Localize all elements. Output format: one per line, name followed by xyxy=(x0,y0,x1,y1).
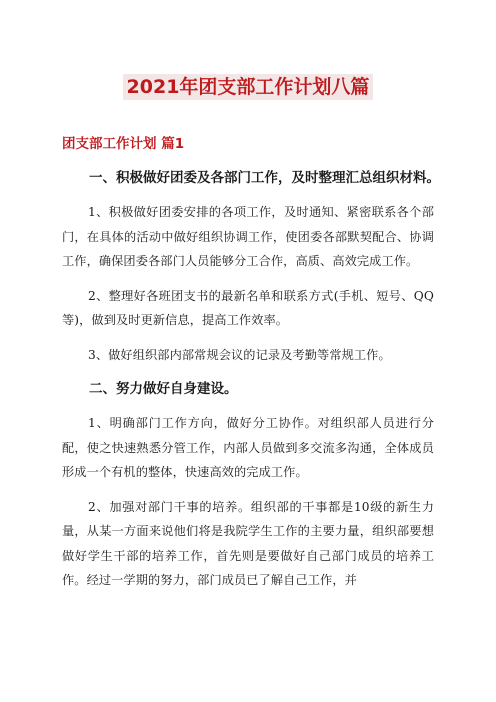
paragraph-1-2: 2、整理好各班团支书的最新名单和联系方式(手机、短号、QQ等)，做到及时更新信息，提高工作效率。 xyxy=(62,288,434,327)
paragraph-1-3: 3、做好组织部内部常规会议的记录及考勤等常规工作。 xyxy=(88,347,391,362)
section-title: 团支部工作计划 篇1 xyxy=(62,136,185,152)
document-title xyxy=(0,74,496,100)
heading-2: 二、努力做好自身建设。 xyxy=(89,381,238,397)
document-body xyxy=(62,166,440,603)
document-title-text: 2021年团支部工作计划八篇 xyxy=(123,74,374,100)
paragraph-2-2: 2、加强对部门干事的培养。组织部的干事都是10级的新生力量，从某一方面来说他们将是我院学生工作的主要力量，组织部要想做好学生干部的培养工作，首先则是要做好自己部门成员的培养工作。经过一学期的努力，部门成员已了解自己工作，并 xyxy=(62,499,434,587)
paragraph-2-1: 1、明确部门工作方向，做好分工协作。对组织部人员进行分配，使之快速熟悉分管工作，内部人员做到多交流多沟通，全体成员形成一个有机的整体，快速高效的完成工作。 xyxy=(62,416,434,479)
paragraph-1-1: 1、积极做好团委安排的各项工作，及时通知、紧密联系各个部门，在具体的活动中做好组织协调工作，使团委各部默契配合、协调工作，确保团委各部门人员能够分工合作，高质、高效完成工作。 xyxy=(62,205,434,268)
heading-1: 一、积极做好团委及各部门工作，及时整理汇总组织材料。 xyxy=(89,170,440,186)
